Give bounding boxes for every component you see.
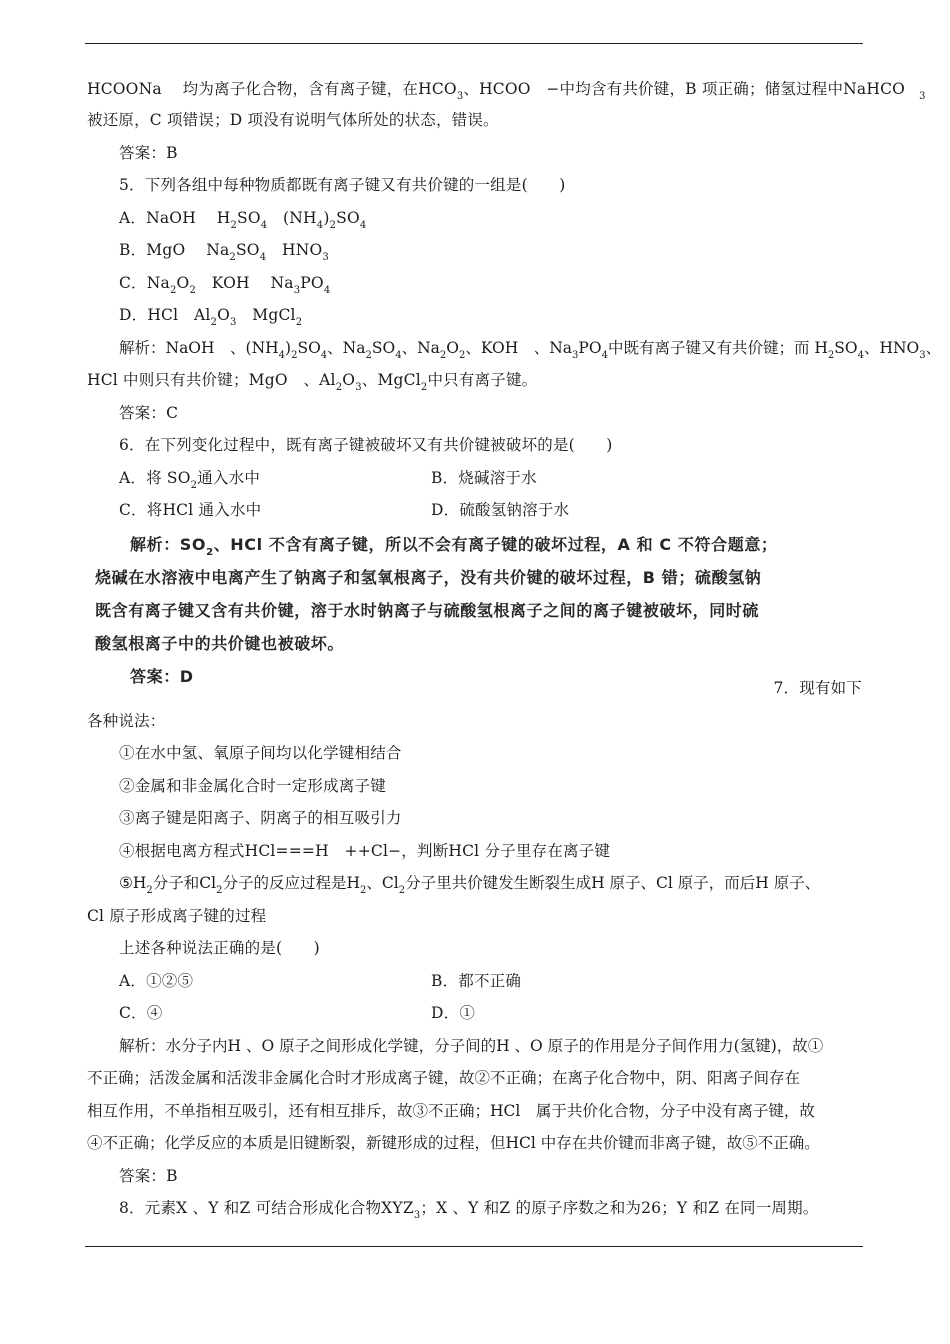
explanation-line: HCl 中则只有共价键；MgO 、$Al_2O_3$、MgCl$_2$中只有离子键。 (87, 371, 538, 393)
statement-5: $⑤H_2$分子和$Cl_2$分子的反应过程是$H_2$、$Cl_2$分子里共价键发生断裂生成H 原子、Cl 原子，而后H 原子、 (119, 874, 821, 896)
statement-5: Cl 原子形成离子键的过程 (87, 907, 267, 925)
explanation-line: 相互作用，不单指相互吸引，还有相互排斥，故③不正确；HCl 属于共价化合物，分子中没有离子键，故 (87, 1102, 815, 1120)
text-line: HCOONa 均为离子化合物，含有离子键，在$HCO_3$、HCOO −中均含有共价键，B 项正确；储氢过程中NaHCO $_3$ (87, 80, 926, 102)
option-b: B．MgO $Na_2SO_4$ $HNO_3$ (119, 241, 329, 263)
question-stem: 8．元素X 、Y 和Z 可结合形成化合物$XYZ_3$；X 、Y 和Z 的原子序数之和为26；Y 和Z 在同一周期。 (119, 1199, 819, 1221)
explanation-line: ④不正确；化学反应的本质是旧键断裂，新键形成的过程，但HCl 中存在共价键而非离子键，故⑤不正确。 (87, 1134, 820, 1152)
scanned-explanation-line: 烧碱在水溶液中电离产生了钠离子和氢氧根离子，没有共价键的破坏过程，B 错；硫酸氢钠 (95, 568, 762, 587)
scanned-explanation-line: 解析：$SO_2$、HCl 不含有离子键，所以不会有离子键的破坏过程，A 和 C 不符合题意； (130, 535, 778, 558)
answer-text: 答案：B (119, 144, 178, 162)
explanation-line: 解析：NaOH 、$(NH_4)_2SO_4$、$Na_2SO_4$、$Na_2O_2$、KOH 、$Na_3PO_4$中既有离子键又有共价键；而 $H_2SO_4$、$HNO_3$、 (119, 339, 942, 361)
question-ask: 上述各种说法正确的是( ) (119, 939, 320, 957)
statement-4: ④根据电离方程式HCl===H ++Cl−，判断HCl 分子里存在离子键 (119, 842, 611, 860)
answer-text: 答案：B (119, 1167, 178, 1185)
option-c: C．将HCl 通入水中 (119, 501, 262, 519)
explanation-line: 解析：水分子内H 、O 原子之间形成化学键，分子间的H 、O 原子的作用是分子间作用力(氢键)，故① (119, 1037, 824, 1055)
question-stem: 5．下列各组中每种物质都既有离子键又有共价键的一组是( ) (119, 176, 566, 194)
explanation-line: 不正确；活泼金属和活泼非金属化合时才形成离子键，故②不正确；在离子化合物中，阴、阳离子间存在 (87, 1069, 801, 1087)
option-c: C．④ (119, 1004, 163, 1022)
question-stem: 6．在下列变化过程中，既有离子键被破坏又有共价键被破坏的是( ) (119, 436, 613, 454)
question-stem: 各种说法： (87, 712, 166, 730)
statement-2: ②金属和非金属化合时一定形成离子键 (119, 777, 386, 795)
option-b: B．烧碱溶于水 (431, 469, 537, 487)
option-d: D．硫酸氢钠溶于水 (431, 501, 570, 519)
answer-text: 答案：D (130, 667, 194, 686)
option-d: D．HCl $Al_2O_3$ MgCl$_2$ (119, 306, 303, 328)
statement-1: ①在水中氢、氧原子间均以化学键相结合 (119, 744, 402, 762)
top-rule (85, 43, 863, 44)
bottom-rule (85, 1246, 863, 1247)
answer-text: 答案：C (119, 404, 179, 422)
scanned-explanation-line: 酸氢根离子中的共价键也被破坏。 (95, 634, 345, 653)
scanned-explanation-line: 既含有离子键又含有共价键，溶于水时钠离子与硫酸氢根离子之间的离子键被破坏，同时硫 (95, 601, 760, 620)
option-a: A．NaOH $H_2SO_4$ $(NH_4)_2SO_4$ (119, 209, 367, 231)
statement-3: ③离子键是阳离子、阴离子的相互吸引力 (119, 809, 402, 827)
option-a: A．①②⑤ (119, 972, 194, 990)
option-d: D．① (431, 1004, 476, 1022)
question-stem: 7．现有如下 (773, 679, 862, 697)
option-a: A．将 $SO_2$通入水中 (119, 469, 261, 491)
option-c: C．$Na_2O_2$ KOH $Na_3PO_4$ (119, 274, 331, 296)
option-b: B．都不正确 (431, 972, 522, 990)
text-line: 被还原，C 项错误；D 项没有说明气体所处的状态，错误。 (87, 111, 499, 129)
